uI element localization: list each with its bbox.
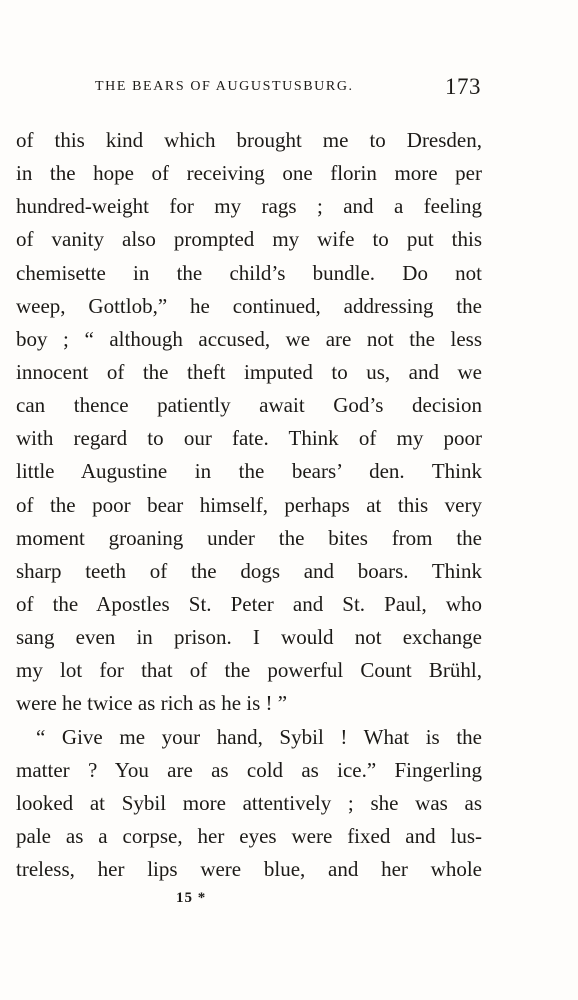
text-line: can thence patiently await God’s decision (16, 393, 482, 418)
text-line: of the poor bear himself, perhaps at this very (16, 492, 482, 517)
text-line: were he twice as rich as he is ! ” (16, 691, 288, 716)
running-title: THE BEARS OF AUGUSTUSBURG. (95, 79, 354, 94)
text-line: of the Apostles St. Peter and St. Paul, who (16, 591, 482, 616)
text-line: in the hope of receiving one florin more per (16, 161, 482, 186)
text-line: “ Give me your hand, Sybil ! What is the (36, 724, 482, 749)
text-line: pale as a corpse, her eyes were fixed and lus- (16, 823, 482, 848)
text-line: matter ? You are as cold as ice.” Fingerling (16, 757, 482, 782)
signature-mark: 15 * (176, 890, 207, 906)
text-line: of this kind which brought me to Dresden, (16, 128, 482, 152)
text-line: looked at Sybil more attentively ; she was as (16, 790, 482, 815)
text-line: moment groaning under the bites from the (16, 525, 482, 550)
text-line: treless, her lips were blue, and her whole (16, 857, 482, 882)
page-number: 173 (445, 74, 481, 99)
text-line: of vanity also prompted my wife to put this (16, 227, 482, 252)
text-line: boy ; “ although accused, we are not the less (16, 326, 482, 351)
running-head (95, 74, 481, 100)
text-line: hundred-weight for my rags ; and a feeling (16, 194, 482, 219)
body-text (16, 124, 482, 886)
text-line: innocent of the theft imputed to us, and we (16, 359, 482, 384)
text-line: weep, Gottlob,” he continued, addressing the (16, 293, 482, 318)
text-line: little Augustine in the bears’ den. Think (16, 459, 482, 484)
text-line: chemisette in the child’s bundle. Do not (16, 260, 482, 285)
text-line: sharp teeth of the dogs and boars. Think (16, 558, 482, 583)
text-line: with regard to our fate. Think of my poor (16, 426, 482, 451)
text-line: sang even in prison. I would not exchange (16, 625, 482, 650)
text-line: my lot for that of the powerful Count Brühl, (16, 658, 482, 683)
